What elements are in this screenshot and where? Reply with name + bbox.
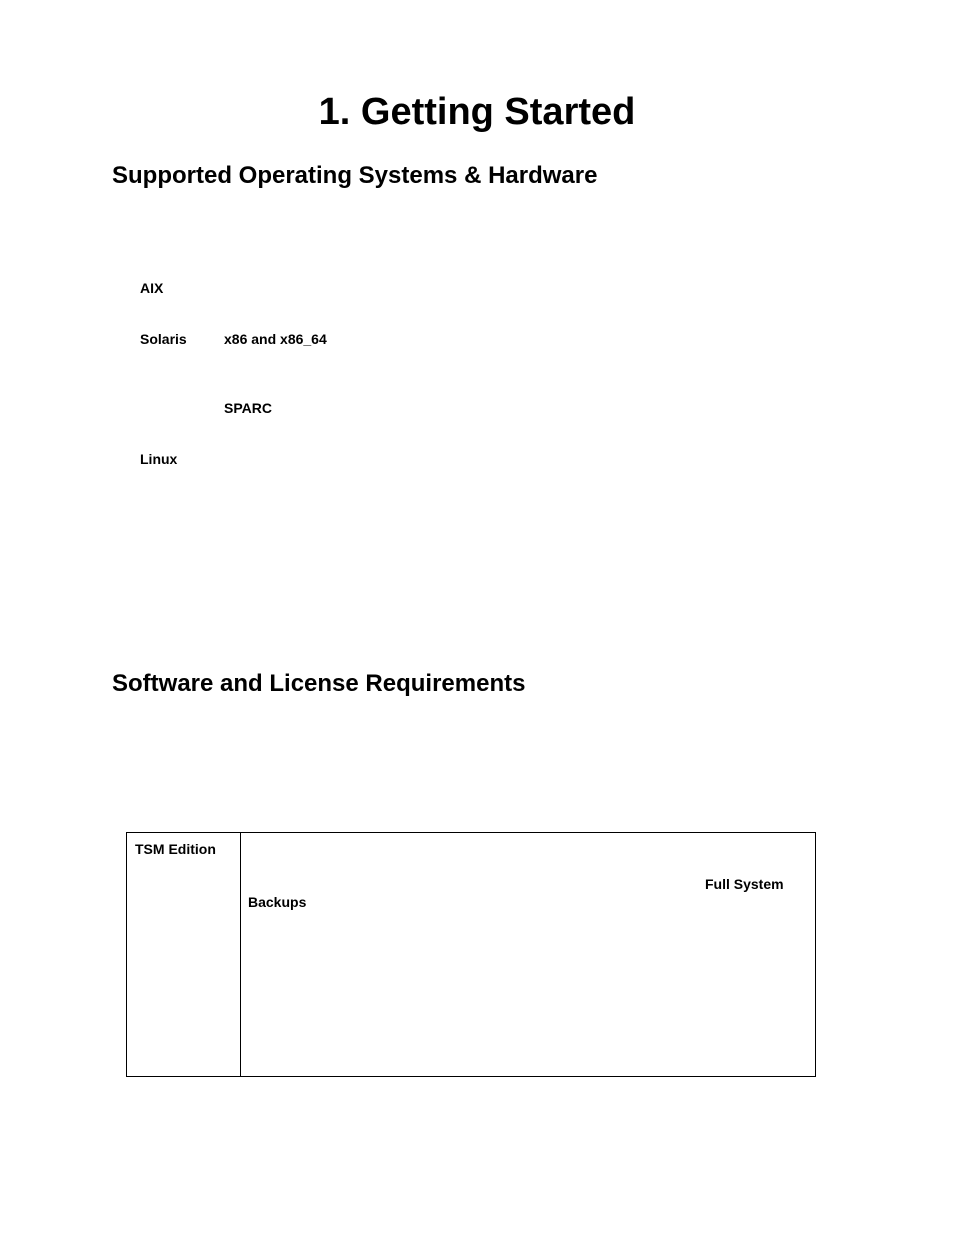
- os-hardware-solaris-x86: x86 and x86_64: [224, 331, 327, 347]
- table-text-backups: Backups: [248, 894, 307, 910]
- page-title: 1. Getting Started: [318, 91, 636, 133]
- section-heading-software-license: Software and License Requirements: [112, 670, 526, 697]
- tsm-edition-table: [126, 832, 816, 1077]
- os-hardware-solaris-sparc: SPARC: [224, 400, 272, 416]
- os-item-linux: Linux: [140, 451, 178, 467]
- os-item-aix: AIX: [140, 280, 164, 296]
- table-cell-tsm-edition: TSM Edition: [135, 841, 216, 857]
- section-heading-supported-os: Supported Operating Systems & Hardware: [112, 162, 598, 189]
- table-column-divider: [240, 833, 241, 1076]
- os-item-solaris: Solaris: [140, 331, 187, 347]
- table-text-full-system: Full System: [705, 876, 784, 892]
